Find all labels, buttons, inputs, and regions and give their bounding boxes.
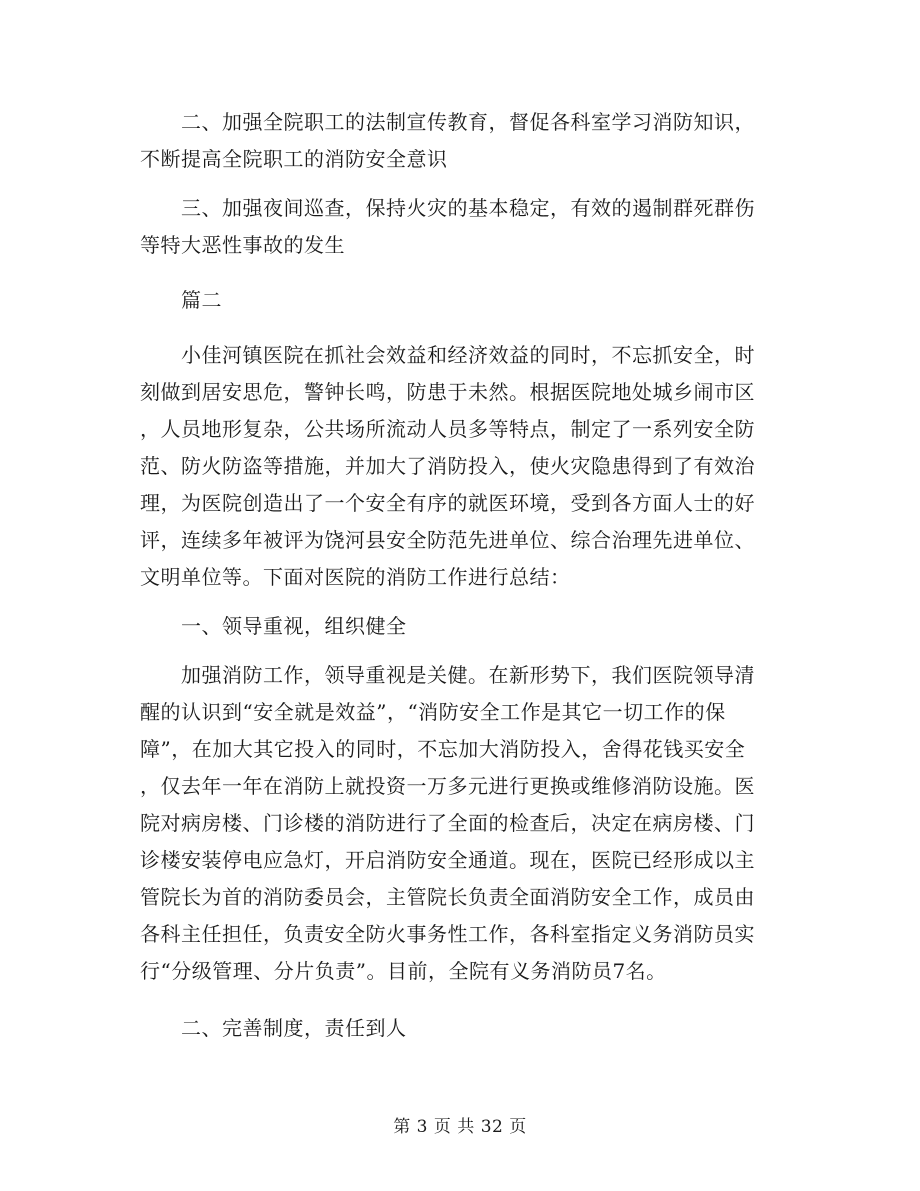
text-line: 院对病房楼、门诊楼的消防进行了全面的检查后，决定在病房楼、门 [140, 811, 755, 835]
text-line: 行“分级管理、分片负责”。目前，全院有义务消防员7名。 [140, 959, 667, 983]
text-line: 醒的认识到“安全就是效益”，“消防安全工作是其它一切工作的保 [140, 700, 726, 724]
document-body [140, 104, 780, 1047]
text-line: 理，为医院创造出了一个安全有序的就医环境，受到各方面人士的好 [140, 491, 755, 515]
text-line: 管院长为首的消防委员会，主管院长负责全面消防安全工作，成员由 [140, 885, 755, 909]
text-line: 加强消防工作，领导重视是关健。在新形势下，我们医院领导清 [140, 663, 755, 687]
section-heading: 二、完善制度，责任到人 [140, 1016, 407, 1040]
text-line: ，仅去年一年在消防上就投资一万多元进行更换或维修消防设施。医 [140, 774, 755, 798]
text-line: 各科主任担任，负责安全防火事务性工作，各科室指定义务消防员实 [140, 922, 755, 946]
text-line: 文明单位等。下面对医院的消防工作进行总结： [140, 565, 571, 589]
text-line: 等特大恶性事故的发生 [140, 233, 345, 257]
text-line: 评，连续多年被评为饶河县安全防范先进单位、综合治理先进单位、 [140, 528, 755, 552]
text-line: ，人员地形复杂，公共场所流动人员多等特点，制定了一系列安全防 [140, 417, 755, 441]
section-heading: 篇二 [140, 288, 222, 312]
page-footer: 第 3 页 共 32 页 [393, 1117, 527, 1137]
text-line: 不断提高全院职工的消防安全意识 [140, 147, 448, 171]
text-line: 小佳河镇医院在抓社会效益和经济效益的同时，不忘抓安全，时 [140, 343, 755, 367]
text-line: 范、防火防盗等措施，并加大了消防投入，使火灾隐患得到了有效治 [140, 454, 755, 478]
section-heading: 一、领导重视，组织健全 [140, 614, 407, 638]
text-line: 刻做到居安思危，警钟长鸣，防患于未然。根据医院地处城乡闹市区 [140, 380, 755, 404]
text-line: 二、加强全院职工的法制宣传教育，督促各科室学习消防知识， [140, 110, 755, 134]
text-line: 障”，在加大其它投入的同时，不忘加大消防投入，舍得花钱买安全 [140, 737, 746, 761]
text-line: 诊楼安装停电应急灯，开启消防安全通道。现在，医院已经形成以主 [140, 848, 755, 872]
text-line: 三、加强夜间巡查，保持火灾的基本稳定，有效的遏制群死群伤 [140, 196, 755, 220]
